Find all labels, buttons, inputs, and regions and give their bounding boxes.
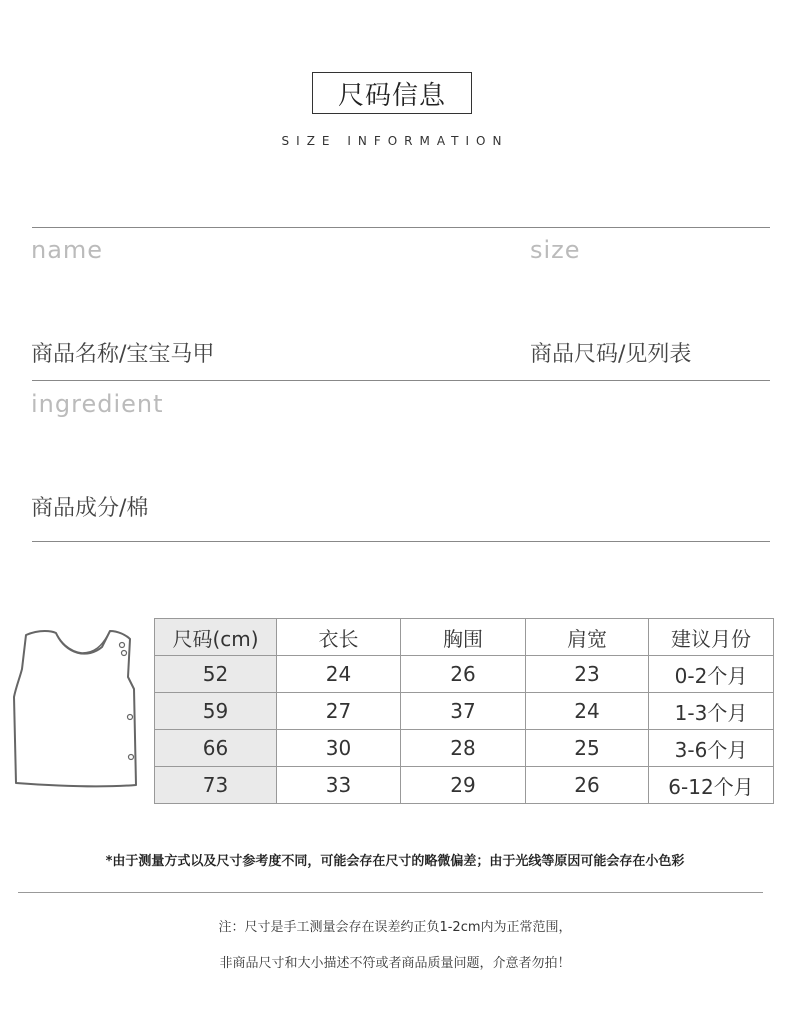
product-material: 商品成分/棉 (31, 496, 149, 521)
header-cell-size: 尺码(cm) (155, 619, 277, 656)
page-subtitle: SIZE INFORMATION (281, 134, 509, 148)
table-row (155, 656, 774, 693)
divider-bottom (32, 541, 770, 542)
header-cell-chest: 胸围 (401, 619, 526, 656)
table-cell: 23 (526, 656, 649, 693)
table-cell: 29 (401, 767, 526, 804)
size-label: size (530, 236, 581, 264)
table-cell: 24 (277, 656, 401, 693)
table-cell: 3-6个月 (649, 730, 774, 767)
ingredient-label: ingredient (31, 390, 164, 418)
divider-top (32, 227, 770, 228)
footer-note-1: 注：尺寸是手工测量会存在误差约正负1-2cm内为正常范围， (218, 920, 572, 935)
table-cell: 6-12个月 (649, 767, 774, 804)
table-row (155, 693, 774, 730)
table-cell: 1-3个月 (649, 693, 774, 730)
table-cell: 37 (401, 693, 526, 730)
divider-footer (18, 892, 763, 893)
measurement-note: *由于测量方式以及尺寸参考度不同，可能会存在尺寸的略微偏差；由于光线等原因可能会存在小色彩 (105, 854, 685, 869)
product-size: 商品尺码/见列表 (530, 342, 692, 367)
header-cell-shoulder: 肩宽 (526, 619, 649, 656)
name-label: name (31, 236, 104, 264)
table-row (155, 730, 774, 767)
table-cell: 24 (526, 693, 649, 730)
vest-icon (10, 625, 145, 790)
footer-note-2: 非商品尺寸和大小描述不符或者商品质量问题，介意者勿拍！ (219, 956, 571, 971)
table-cell: 73 (155, 767, 277, 804)
divider-middle (32, 380, 770, 381)
table-cell: 30 (277, 730, 401, 767)
table-row (155, 767, 774, 804)
header-cell-length: 衣长 (277, 619, 401, 656)
table-cell: 66 (155, 730, 277, 767)
table-cell: 25 (526, 730, 649, 767)
table-cell: 0-2个月 (649, 656, 774, 693)
table-cell: 26 (526, 767, 649, 804)
table-cell: 26 (401, 656, 526, 693)
header-cell-age: 建议月份 (649, 619, 774, 656)
table-cell: 59 (155, 693, 277, 730)
table-header-row (155, 619, 774, 656)
table-cell: 33 (277, 767, 401, 804)
table-cell: 27 (277, 693, 401, 730)
size-table (154, 618, 774, 804)
page-title: 尺码信息 (312, 72, 472, 114)
table-cell: 28 (401, 730, 526, 767)
product-name: 商品名称/宝宝马甲 (31, 342, 215, 367)
table-cell: 52 (155, 656, 277, 693)
